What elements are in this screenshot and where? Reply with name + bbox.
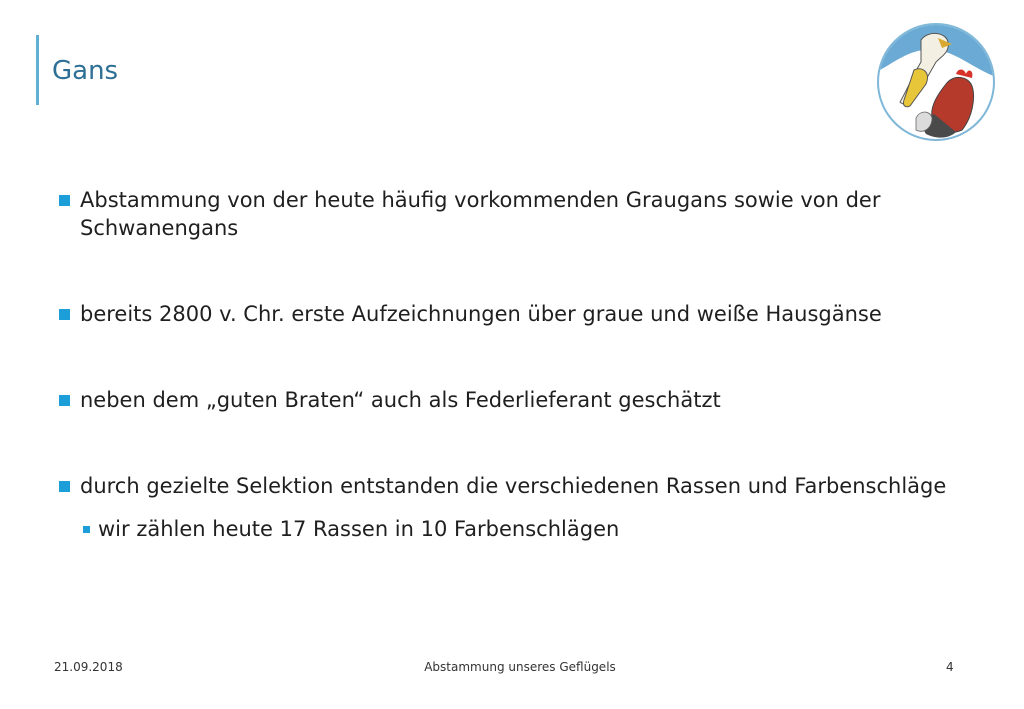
bullet-item [56, 472, 956, 500]
slide-title: Gans [52, 56, 119, 86]
bullet-item [56, 186, 956, 242]
bullet-text: Abstammung von der heute häufig vorkommenden Graugans sowie von der Schwanengans [80, 188, 881, 240]
bullet-text: neben dem „guten Braten“ auch als Federlieferant geschätzt [80, 388, 721, 412]
bullet-square-icon [59, 309, 70, 320]
sub-bullet-square-icon [83, 526, 90, 533]
page-number: 4 [946, 660, 954, 674]
sub-bullet-item [56, 515, 956, 543]
poultry-logo-icon [876, 22, 996, 142]
footer-title: Abstammung unseres Geflügels [424, 660, 616, 674]
bullet-text: bereits 2800 v. Chr. erste Aufzeichnungen über graue und weiße Hausgänse [80, 302, 882, 326]
bullet-list [56, 186, 956, 543]
bullet-item [56, 300, 956, 328]
footer-date: 21.09.2018 [54, 660, 123, 674]
bullet-square-icon [59, 481, 70, 492]
bullet-square-icon [59, 395, 70, 406]
bullet-square-icon [59, 195, 70, 206]
bullet-text: durch gezielte Selektion entstanden die verschiedenen Rassen und Farbenschläge [80, 474, 947, 498]
bullet-item [56, 386, 956, 414]
title-accent-bar [36, 35, 39, 105]
sub-bullet-text: wir zählen heute 17 Rassen in 10 Farbenschlägen [98, 517, 620, 541]
